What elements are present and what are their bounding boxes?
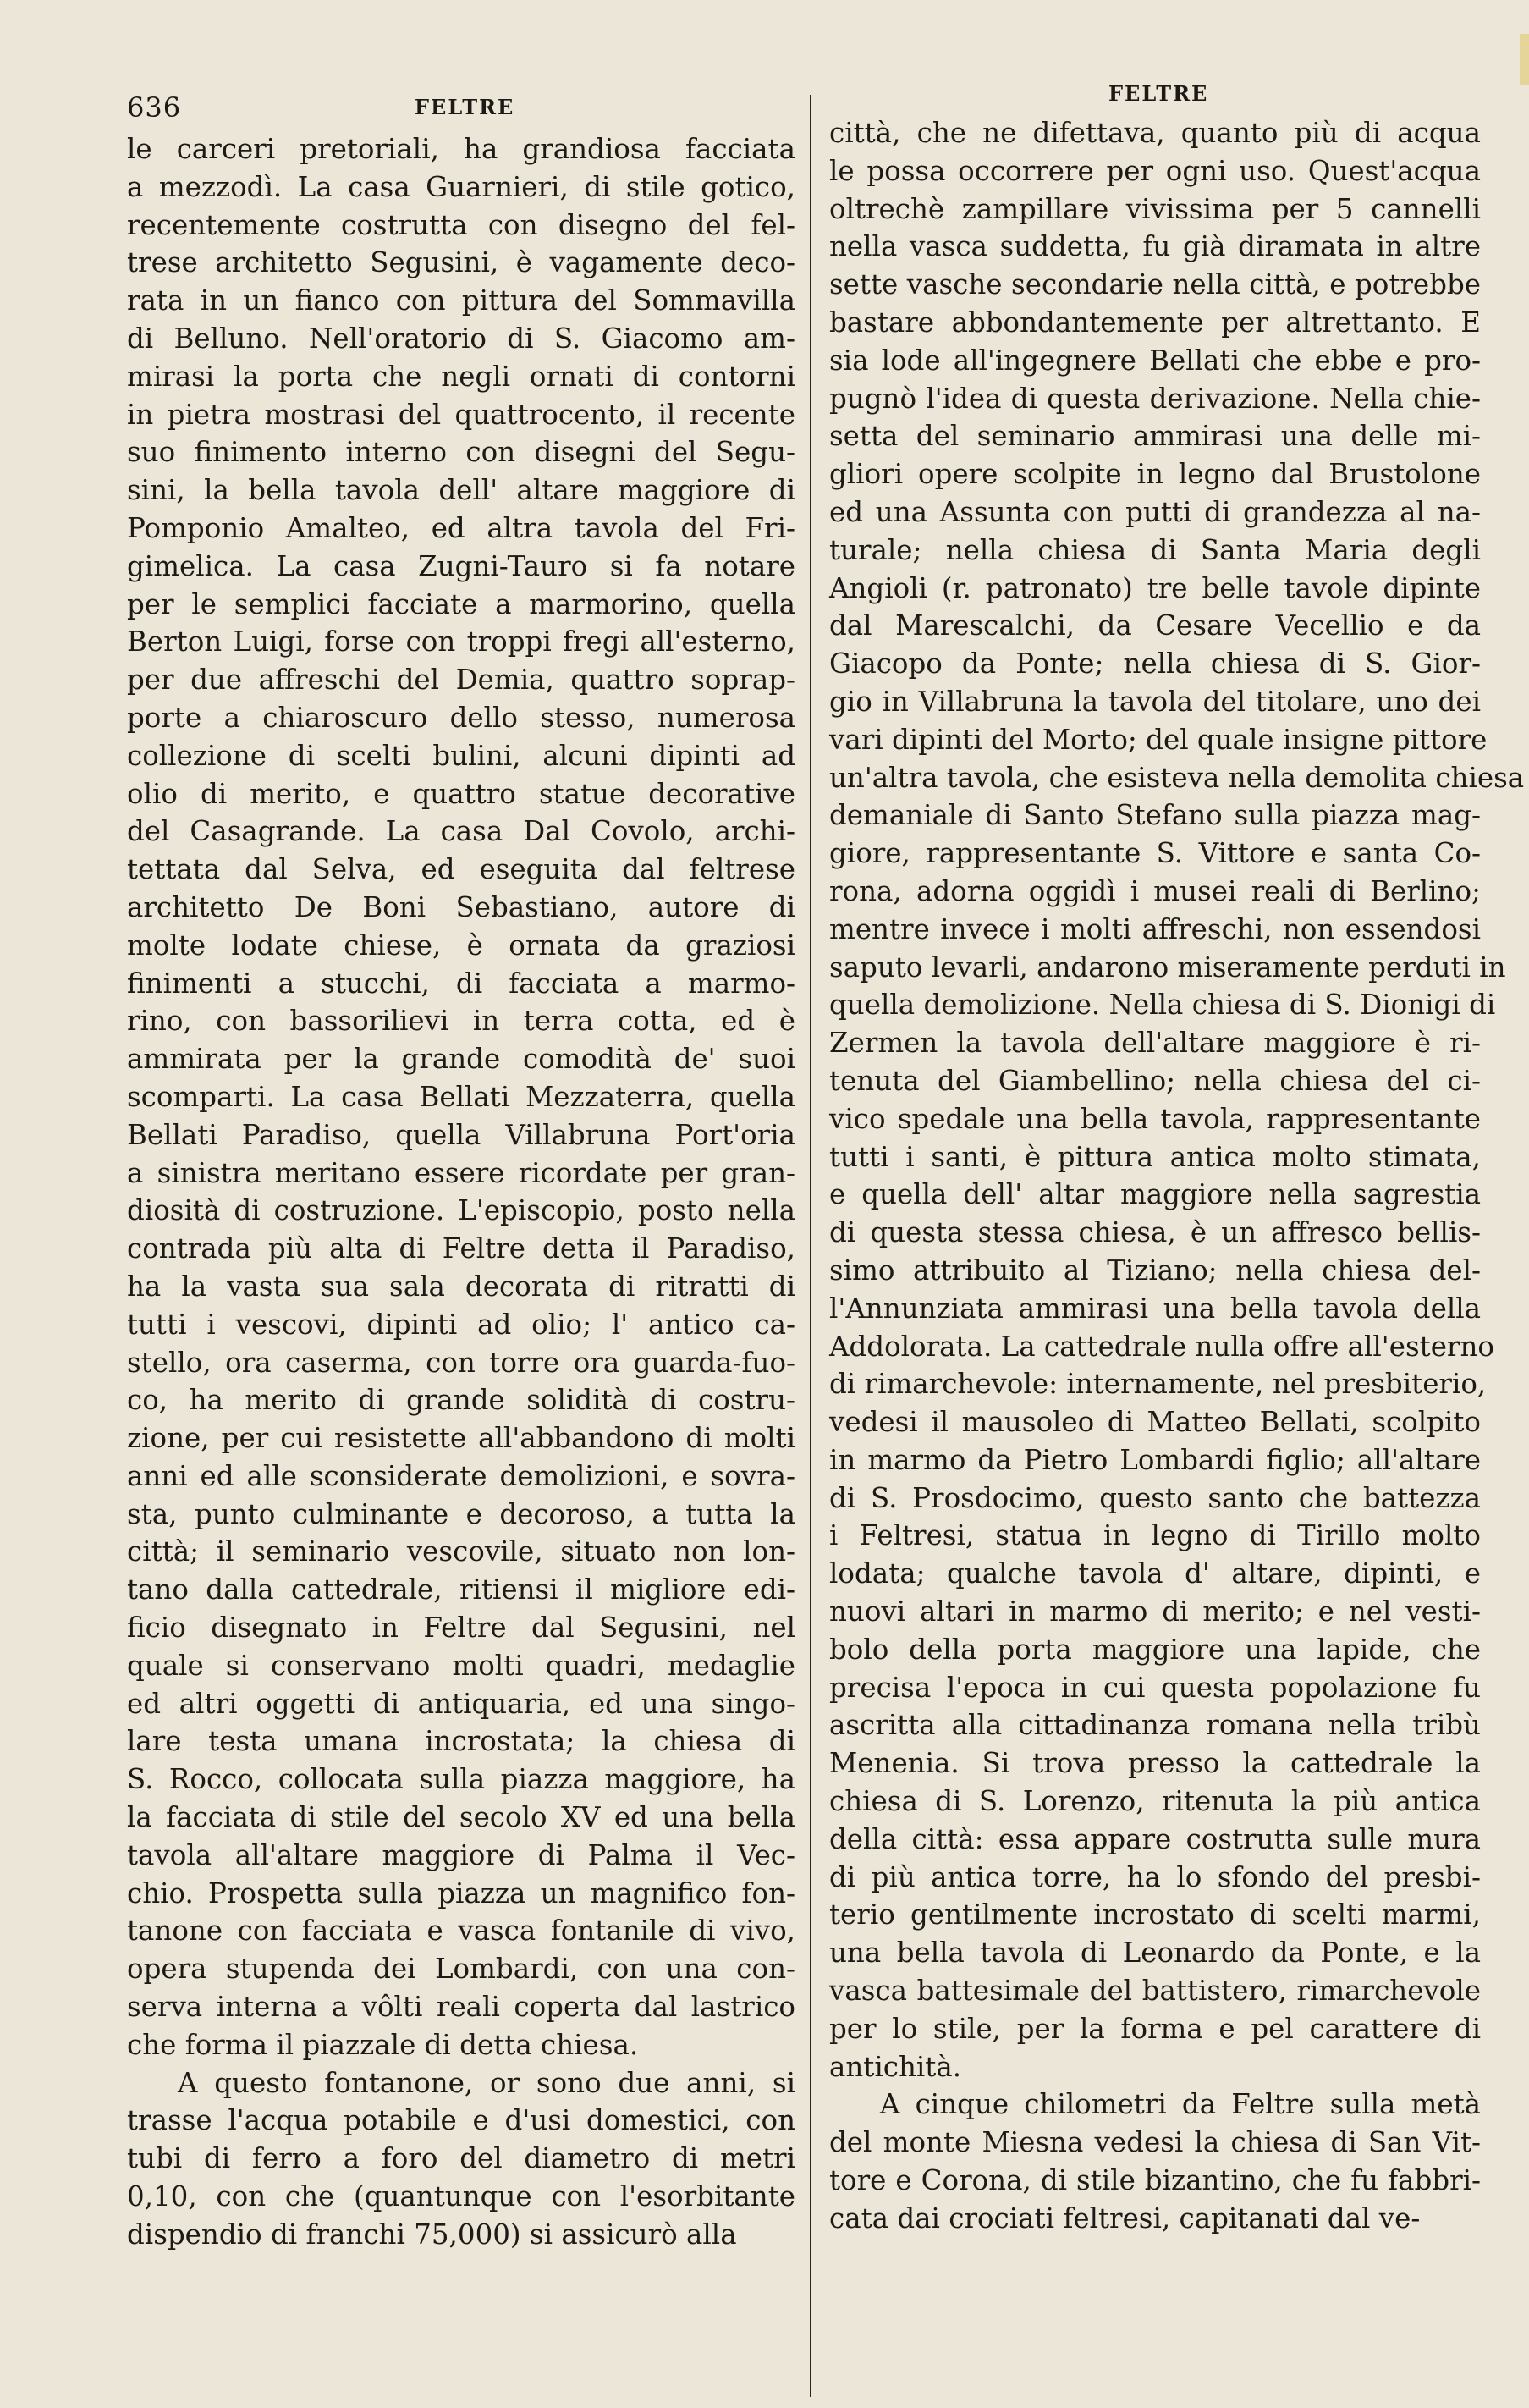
text-line: bastare abbondantemente per altrettanto. E <box>829 306 1481 339</box>
text-line: tanone con facciata e vasca fontanile di vivo, <box>127 1915 795 1948</box>
text-line: in marmo da Pietro Lombardi figlio; all'altare <box>829 1443 1481 1476</box>
text-line: porte a chiaroscuro dello stesso, numerosa <box>127 701 795 734</box>
text-line: tenuta del Giambellino; nella chiesa del ci- <box>829 1064 1481 1097</box>
text-line: molte lodate chiese, è ornata da graziosi <box>127 928 795 962</box>
text-line: suo finimento interno con disegni del Segu- <box>127 436 795 469</box>
page-edge-mark <box>1520 34 1529 85</box>
text-line: la facciata di stile del secolo XV ed una bella <box>127 1801 795 1834</box>
text-line: diosità di costruzione. L'episcopio, posto nella <box>127 1194 795 1227</box>
text-line: i Feltresi, statua in legno di Tirillo molto <box>829 1519 1481 1552</box>
text-line: nella vasca suddetta, fu già diramata in altre <box>829 230 1481 263</box>
text-line: turale; nella chiesa di Santa Maria degli <box>829 533 1481 566</box>
text-line: trasse l'acqua potabile e d'usi domestici, con <box>127 2104 795 2137</box>
text-line: giore, rappresentante S. Vittore e santa Co- <box>829 837 1481 870</box>
text-line: tano dalla cattedrale, ritiensi il migliore edi- <box>127 1573 795 1606</box>
text-line: di S. Prosdocimo, questo santo che battezza <box>829 1481 1481 1514</box>
text-line: tavola all'altare maggiore di Palma il Vec- <box>127 1838 795 1871</box>
text-line: Berton Luigi, forse con troppi fregi all'esterno, <box>127 625 795 658</box>
text-line: a mezzodì. La casa Guarnieri, di stile gotico, <box>127 170 795 203</box>
left-page-header <box>127 91 795 130</box>
page-number: 636 <box>127 91 182 124</box>
text-line: olio di merito, e quattro statue decorative <box>127 777 795 810</box>
text-line: l'Annunziata ammirasi una bella tavola della <box>829 1292 1481 1325</box>
text-line: cata dai crociati feltresi, capitanati dal ve- <box>829 2201 1421 2234</box>
text-line: le carceri pretoriali, ha grandiosa facciata <box>127 133 795 165</box>
text-line: nuovi altari in marmo di merito; e nel vesti- <box>829 1595 1481 1628</box>
text-line: a sinistra meritano essere ricordate per gran- <box>127 1156 795 1189</box>
text-line: del Casagrande. La casa Dal Covolo, archi- <box>127 815 795 848</box>
text-line: sta, punto culminante e decoroso, a tutta la <box>127 1497 795 1530</box>
text-line: opera stupenda dei Lombardi, con una con- <box>127 1953 795 1986</box>
text-line: Pomponio Amalteo, ed altra tavola del Fri- <box>127 511 795 544</box>
text-line: mirasi la porta che negli ornati di contorni <box>127 360 795 393</box>
text-line: di più antica torre, ha lo sfondo del presbi- <box>829 1860 1481 1893</box>
text-line: lodata; qualche tavola d' altare, dipinti, e <box>829 1557 1481 1590</box>
text-line: sia lode all'ingegnere Bellati che ebbe e pro- <box>829 344 1481 377</box>
text-line: ha la vasta sua sala decorata di ritratti di <box>127 1270 795 1303</box>
text-line: rona, adorna oggidì i musei reali di Berlino; <box>829 874 1481 907</box>
text-line: precisa l'epoca in cui questa popolazione fu <box>829 1671 1481 1704</box>
right-page-header <box>829 81 1481 110</box>
text-line: chio. Prospetta sulla piazza un magnifico fon- <box>127 1876 795 1909</box>
text-line: simo attribuito al Tiziano; nella chiesa del- <box>829 1254 1481 1287</box>
text-line: vedesi il mausoleo di Matteo Bellati, scolpito <box>829 1406 1481 1439</box>
text-line: S. Rocco, collocata sulla piazza maggiore, ha <box>127 1763 795 1796</box>
text-line: per le semplici facciate a marmorino, quella <box>127 587 795 620</box>
text-line: per due affreschi del Demia, quattro soprap- <box>127 664 795 697</box>
text-line: chiesa di S. Lorenzo, ritenuta la più antica <box>829 1785 1481 1818</box>
text-line: quella demolizione. Nella chiesa di S. Dionigi di <box>829 989 1496 1022</box>
column-divider <box>810 95 811 2397</box>
text-line: pugnò l'idea di questa derivazione. Nella chie- <box>829 382 1481 415</box>
text-line: serva interna a vôlti reali coperta dal lastrico <box>127 1991 795 2024</box>
text-line: città; il seminario vescovile, situato non lon- <box>127 1535 795 1568</box>
text-line: setta del seminario ammirasi una delle mi- <box>829 420 1481 453</box>
text-line: vico spedale una bella tavola, rappresentante <box>829 1102 1481 1135</box>
left-column-text <box>127 130 795 2254</box>
text-line: A questo fontanone, or sono due anni, si <box>178 2066 795 2099</box>
text-line: tutti i vescovi, dipinti ad olio; l' antico ca- <box>127 1308 795 1341</box>
text-line: ed altri oggetti di antiquaria, ed una singo- <box>127 1687 795 1720</box>
right-column-text <box>829 114 1525 2238</box>
text-line: tubi di ferro a foro del diametro di metri <box>127 2142 795 2175</box>
text-line: per lo stile, per la forma e pel carattere di <box>829 2012 1481 2045</box>
text-line: finimenti a stucchi, di facciata a marmo- <box>127 967 795 1000</box>
text-line: tettata dal Selva, ed eseguita dal feltrese <box>127 853 795 886</box>
text-line: che forma il piazzale di detta chiesa. <box>127 2028 639 2061</box>
text-line: scomparti. La casa Bellati Mezzaterra, quella <box>127 1080 795 1113</box>
text-line: dispendio di franchi 75,000) si assicurò alla <box>127 2218 737 2251</box>
text-line: A cinque chilometri da Feltre sulla metà <box>880 2088 1481 2121</box>
text-line: anni ed alle sconsiderate demolizioni, e sovra- <box>127 1459 795 1492</box>
text-line: città, che ne difettava, quanto più di acqua <box>829 117 1481 149</box>
text-line: trese architetto Segusini, è vagamente deco- <box>127 246 795 279</box>
text-line: quale si conservano molti quadri, medaglie <box>127 1649 795 1682</box>
text-line: ficio disegnato in Feltre dal Segusini, nel <box>127 1612 795 1645</box>
text-line: rino, con bassorilievi in terra cotta, ed è <box>127 1005 795 1038</box>
text-line: rata in un fianco con pittura del Sommavilla <box>127 284 795 317</box>
text-line: saputo levarli, andarono miseramente perduti in <box>829 951 1506 984</box>
text-line: mentre invece i molti affreschi, non essendosi <box>829 912 1481 945</box>
text-line: ascritta alla cittadinanza romana nella tribù <box>829 1709 1481 1742</box>
text-line: in pietra mostrasi del quattrocento, il recente <box>127 398 795 431</box>
text-line: lare testa umana incrostata; la chiesa di <box>127 1725 795 1758</box>
text-line: di questa stessa chiesa, è un affresco bellis- <box>829 1216 1481 1249</box>
text-line: Giacopo da Ponte; nella chiesa di S. Gior- <box>829 647 1481 681</box>
text-line: recentemente costrutta con disegno del fel- <box>127 208 795 241</box>
text-line: e quella dell' altar maggiore nella sagrestia <box>829 1178 1481 1211</box>
text-line: vari dipinti del Morto; del quale insigne pittore <box>829 723 1488 756</box>
text-line: Angioli (r. patronato) tre belle tavole dipinte <box>829 571 1481 604</box>
text-line: sette vasche secondarie nella città, e potrebbe <box>829 268 1481 301</box>
text-line: contrada più alta di Feltre detta il Paradiso, <box>127 1232 795 1265</box>
text-line: terio gentilmente incrostato di scelti marmi, <box>829 1898 1481 1931</box>
text-line: vasca battesimale del battistero, rimarchevole <box>829 1975 1481 2008</box>
text-line: una bella tavola di Leonardo da Ponte, e la <box>829 1937 1481 1970</box>
running-head-right: FELTRE <box>1108 81 1209 106</box>
text-line: co, ha merito di grande solidità di costru- <box>127 1384 795 1417</box>
text-line: Bellati Paradiso, quella Villabruna Port'oria <box>127 1118 795 1151</box>
text-line: antichità. <box>829 2050 962 2083</box>
text-line: gliori opere scolpite in legno dal Brustolone <box>829 458 1481 491</box>
text-line: della città: essa appare costrutta sulle mura <box>829 1822 1481 1855</box>
text-line: tutti i santi, è pittura antica molto stimata, <box>829 1140 1481 1173</box>
text-line: gio in Villabruna la tavola del titolare, uno dei <box>829 685 1481 718</box>
text-line: Addolorata. La cattedrale nulla offre all'esterno <box>829 1330 1494 1363</box>
text-line: un'altra tavola, che esisteva nella demolita chiesa <box>829 761 1525 794</box>
text-line: le possa occorrere per ogni uso. Quest'acqua <box>829 154 1481 187</box>
text-line: demaniale di Santo Stefano sulla piazza mag- <box>829 799 1481 832</box>
text-line: architetto De Boni Sebastiano, autore di <box>127 890 795 923</box>
text-line: tore e Corona, di stile bizantino, che fu fabbri- <box>829 2164 1481 2197</box>
text-line: gimelica. La casa Zugni-Tauro si fa notare <box>127 549 795 582</box>
text-line: oltrechè zampillare vivissima per 5 cannelli <box>829 192 1481 225</box>
text-line: ammirata per la grande comodità de' suoi <box>127 1043 795 1076</box>
text-line: Menenia. Si trova presso la cattedrale la <box>829 1747 1481 1780</box>
text-line: sini, la bella tavola dell' altare maggiore di <box>127 474 795 507</box>
text-line: del monte Miesna vedesi la chiesa di San Vit- <box>829 2126 1481 2159</box>
running-head-left: FELTRE <box>415 95 515 119</box>
text-line: dal Marescalchi, da Cesare Vecellio e da <box>829 609 1481 642</box>
text-line: Zermen la tavola dell'altare maggiore è ri- <box>829 1027 1481 1060</box>
text-line: zione, per cui resistette all'abbandono di molti <box>127 1422 795 1455</box>
text-line: di Belluno. Nell'oratorio di S. Giacomo am- <box>127 322 795 355</box>
text-line: collezione di scelti bulini, alcuni dipinti ad <box>127 739 795 772</box>
text-line: 0,10, con che (quantunque con l'esorbitante <box>127 2180 795 2213</box>
text-line: stello, ora caserma, con torre ora guarda-fuo- <box>127 1346 795 1379</box>
text-line: di rimarchevole: internamente, nel presbiterio, <box>829 1368 1487 1401</box>
text-line: ed una Assunta con putti di grandezza al na- <box>829 495 1481 528</box>
text-line: bolo della porta maggiore una lapide, che <box>829 1633 1481 1666</box>
